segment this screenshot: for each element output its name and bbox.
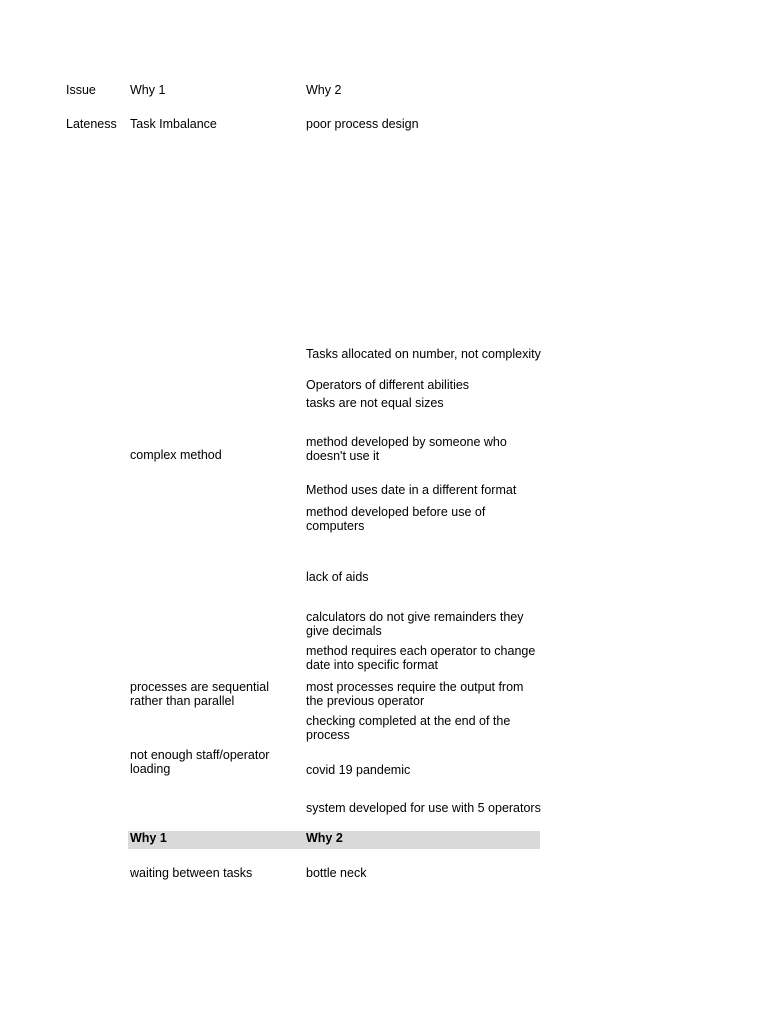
why2-allocated-number: Tasks allocated on number, not complexity <box>306 347 541 361</box>
header-why1: Why 1 <box>130 83 166 97</box>
why2-before-computers: method developed before use of computers <box>306 505 486 533</box>
table2-header-why2: Why 2 <box>306 831 343 845</box>
why1-task-imbalance: Task Imbalance <box>130 117 217 131</box>
why2-date-format: Method uses date in a different format <box>306 483 517 497</box>
issue-lateness: Lateness <box>66 117 117 131</box>
why1-sequential: processes are sequential rather than parallel <box>130 680 269 708</box>
header-issue: Issue <box>66 83 96 97</box>
why2-lack-aids: lack of aids <box>306 570 369 584</box>
why2-sizes: tasks are not equal sizes <box>306 396 444 410</box>
table2-header-why1: Why 1 <box>130 831 167 845</box>
why2-poor-design: poor process design <box>306 117 419 131</box>
table2-why2-bottleneck: bottle neck <box>306 866 367 880</box>
why1-complex-method: complex method <box>130 448 222 462</box>
why2-checking-end: checking completed at the end of the process <box>306 714 511 742</box>
why2-each-operator: method requires each operator to change date into specific format <box>306 644 536 672</box>
why1-staffing: not enough staff/operator loading <box>130 748 270 776</box>
why2-abilities: Operators of different abilities <box>306 378 470 392</box>
header-why2: Why 2 <box>306 83 342 97</box>
table2-why1-waiting: waiting between tasks <box>130 866 253 880</box>
why2-output-previous: most processes require the output from the previous operator <box>306 680 524 708</box>
why2-calculators: calculators do not give remainders they give decimals <box>306 610 524 638</box>
why2-covid: covid 19 pandemic <box>306 763 411 777</box>
why2-five-operators: system developed for use with 5 operators <box>306 801 541 815</box>
why2-developer: method developed by someone who doesn't use it <box>306 435 507 463</box>
